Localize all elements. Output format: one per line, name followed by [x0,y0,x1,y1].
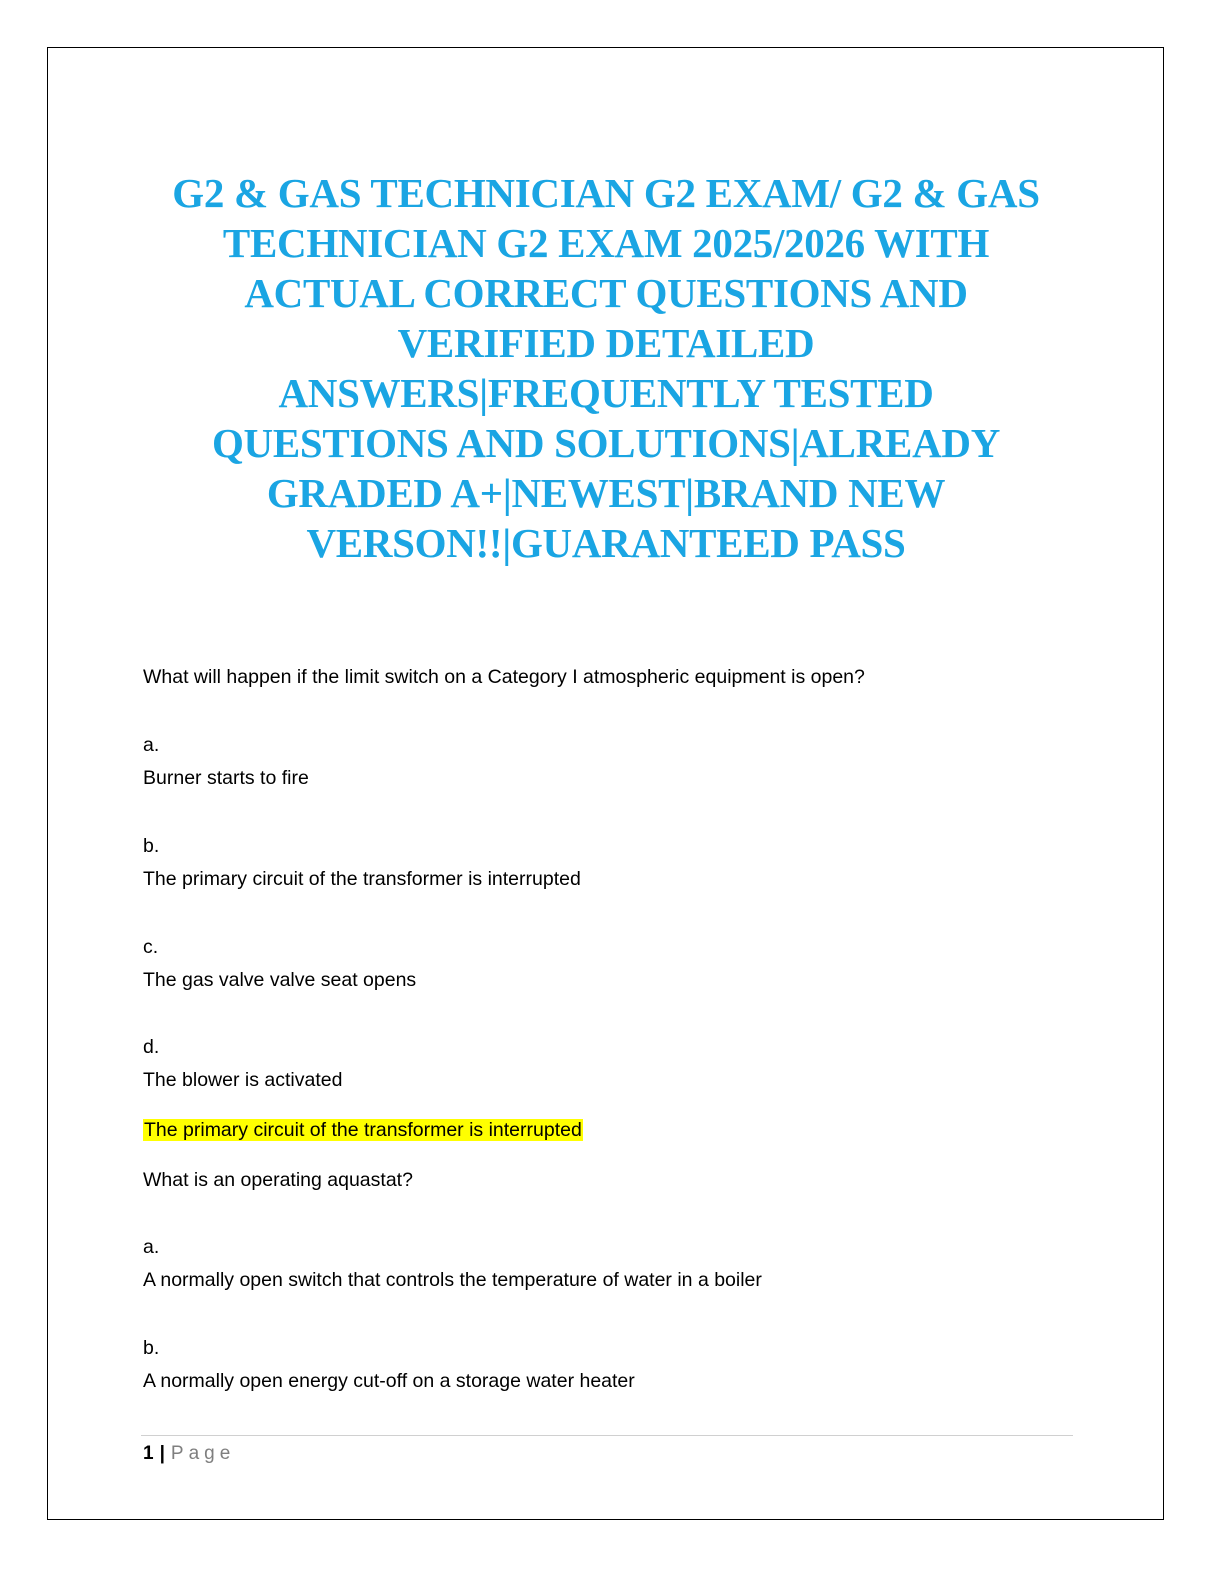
option-letter: a. [143,1236,160,1258]
option-text: Burner starts to fire [143,767,309,789]
option-letter: c. [143,936,159,958]
highlighted-answer: The primary circuit of the transformer is interrupted [144,1119,582,1141]
answer-line [143,1117,583,1143]
option-letter: a. [143,734,160,756]
option-text: A normally open switch that controls the temperature of water in a boiler [143,1269,762,1291]
page-footer [143,1441,235,1467]
page-number: 1 [143,1443,154,1464]
title-line: ANSWERS|FREQUENTLY TESTED [278,370,934,416]
question-text: What will happen if the limit switch on a Category I atmospheric equipment is open? [143,666,865,688]
option-text: The blower is activated [143,1069,343,1091]
title-line: TECHNICIAN G2 EXAM 2025/2026 WITH [222,220,990,266]
footer-separator: | [159,1443,165,1464]
option-letter: b. [143,835,160,857]
title-line: GRADED A+|NEWEST|BRAND NEW [266,470,946,516]
option-text: A normally open energy cut-off on a storage water heater [143,1370,635,1392]
option-text: The primary circuit of the transformer is interrupted [143,868,581,890]
document-title [140,168,1072,568]
footer-divider [141,1435,1073,1436]
title-line: QUESTIONS AND SOLUTIONS|ALREADY [211,420,1001,466]
question-text: What is an operating aquastat? [143,1169,413,1191]
title-line: G2 & GAS TECHNICIAN G2 EXAM/ G2 & GAS [172,170,1040,216]
title-line: VERSON!!|GUARANTEED PASS [306,520,906,566]
title-line: VERIFIED DETAILED [397,320,815,366]
page-label: Page [170,1443,236,1464]
option-letter: d. [143,1036,160,1058]
option-text: The gas valve valve seat opens [143,969,417,991]
option-letter: b. [143,1337,160,1359]
title-line: ACTUAL CORRECT QUESTIONS AND [244,270,968,316]
